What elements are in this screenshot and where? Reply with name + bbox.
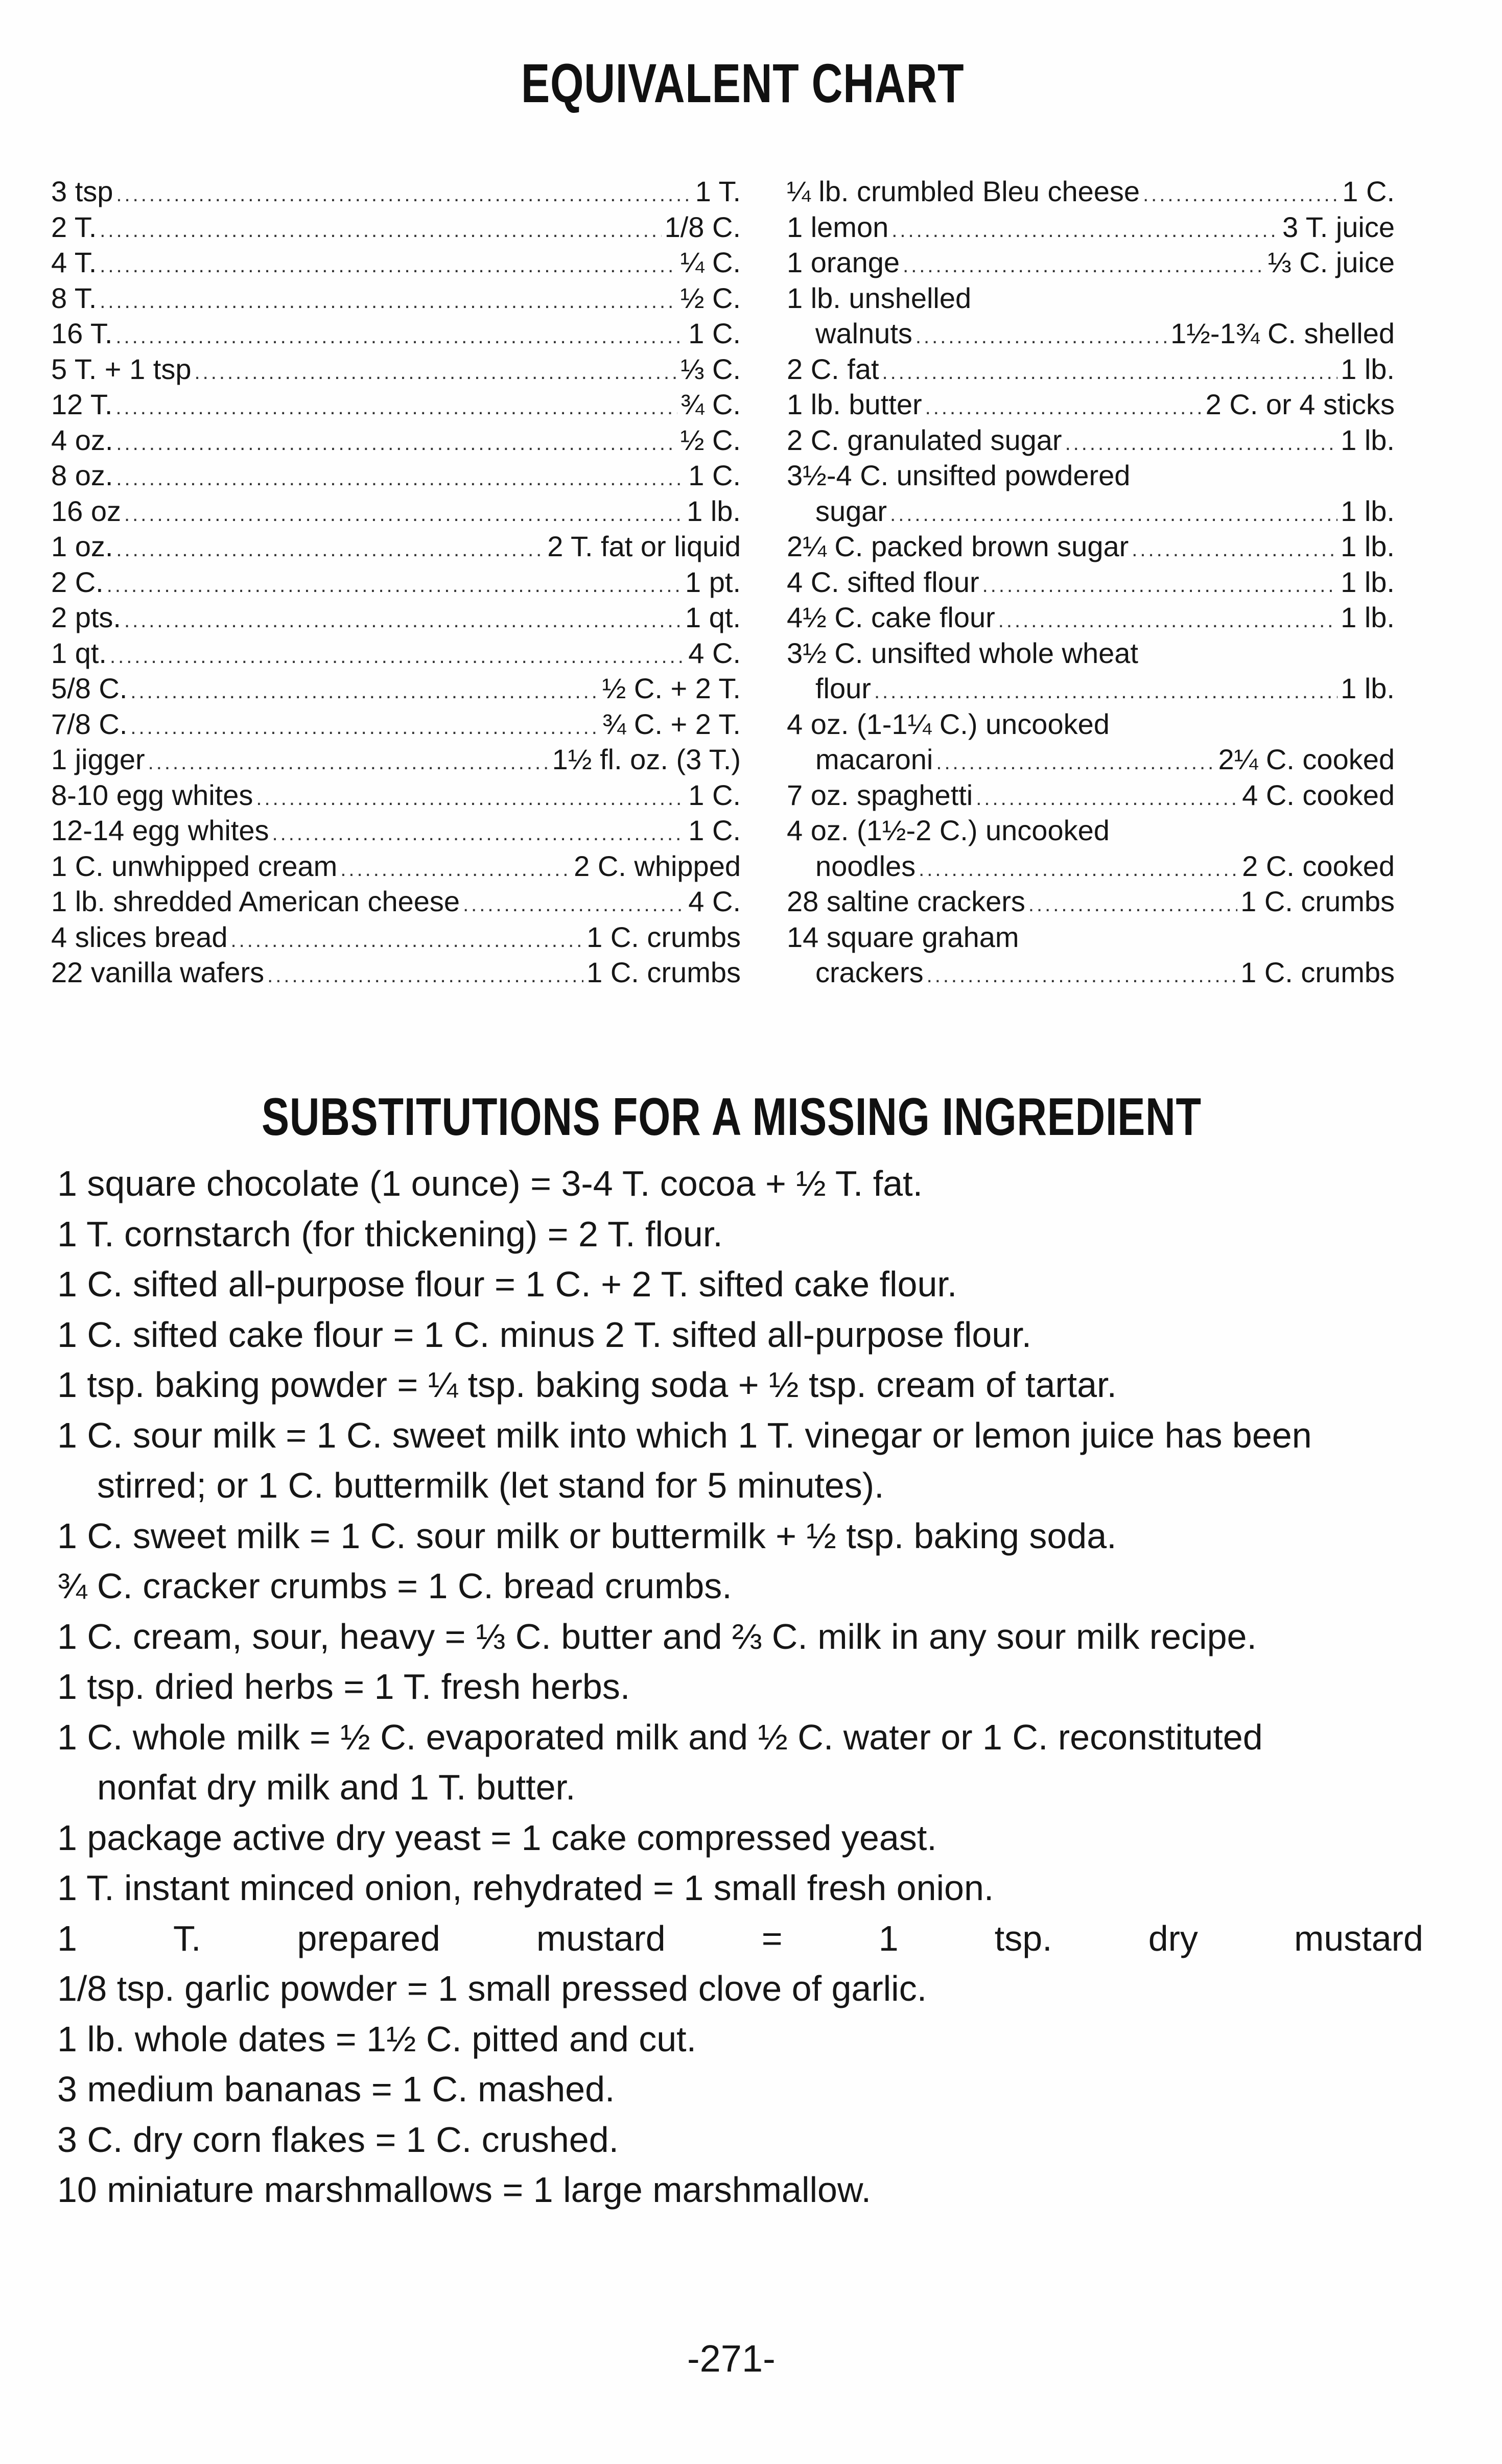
dot-leader [130, 674, 599, 710]
equivalent-label: 1 jigger [51, 743, 145, 775]
equivalent-label: 1 lb. butter [787, 388, 922, 420]
equivalent-label: 3 tsp [51, 175, 113, 207]
equivalent-label: 8-10 egg whites [51, 778, 253, 811]
equivalent-value: 1 lb. [1341, 494, 1395, 527]
substitution-line: stirred; or 1 C. buttermilk (let stand for 5 minutes). [97, 1465, 884, 1505]
equivalent-label: 1 orange [787, 246, 900, 278]
equivalent-value: 2¼ C. cooked [1218, 743, 1395, 775]
equivalent-row [787, 919, 1395, 955]
equivalent-label: 8 oz. [51, 459, 113, 491]
equivalent-row [787, 671, 1395, 706]
equivalent-value: 1 C. [1342, 175, 1395, 207]
equivalent-row [51, 209, 741, 245]
equivalent-row [787, 742, 1395, 777]
equivalent-value: 1½ fl. oz. (3 T.) [552, 743, 741, 775]
equivalent-label: 1 lemon [787, 210, 889, 243]
equivalent-label: 2 C. fat [787, 352, 879, 385]
equivalent-label: noodles [815, 849, 916, 882]
equivalent-chart-title: EQUIVALENT CHART [521, 52, 965, 114]
substitution-line: 3 medium bananas = 1 C. mashed. [57, 2069, 615, 2109]
equivalent-label: 3½-4 C. unsifted powdered [787, 459, 1131, 491]
dot-leader [976, 781, 1239, 817]
equivalent-label: walnuts [815, 317, 912, 349]
equivalent-row [787, 351, 1395, 387]
substitution-line [57, 1913, 1423, 1964]
equivalent-label: 2 pts. [51, 601, 121, 633]
dot-leader [100, 248, 677, 284]
equivalent-row [51, 458, 741, 493]
equivalent-row [51, 422, 741, 458]
dot-leader [115, 319, 685, 355]
equivalent-value: 1 lb. [1341, 672, 1395, 704]
equivalent-value: 2 T. fat or liquid [547, 530, 741, 562]
equivalent-label: 12 T. [51, 388, 113, 420]
equivalent-value: ½ C. + 2 T. [602, 672, 741, 704]
equivalent-value: 1½-1¾ C. shelled [1170, 317, 1395, 349]
equivalent-row [787, 955, 1395, 990]
dot-leader [1028, 887, 1237, 923]
equivalent-label: 7/8 C. [51, 707, 128, 740]
equivalent-row [51, 706, 741, 742]
dot-leader [107, 568, 682, 604]
equivalent-value: 1 C. [688, 459, 741, 491]
dot-leader [919, 852, 1239, 888]
dot-leader [116, 532, 544, 568]
substitution-word: T. [173, 1918, 201, 1958]
dot-leader [124, 603, 682, 639]
equivalent-value: 1 qt. [685, 601, 741, 633]
equivalent-row [51, 280, 741, 316]
equivalent-row [51, 848, 741, 884]
equivalent-label: ¼ lb. crumbled Bleu cheese [787, 175, 1140, 207]
equivalent-value: 4 C. [688, 636, 741, 669]
equivalent-row [51, 174, 741, 209]
substitution-line: 1 tsp. dried herbs = 1 T. fresh herbs. [57, 1667, 630, 1707]
equivalent-value: ¼ C. [680, 246, 741, 278]
equivalent-value: 4 C. cooked [1242, 778, 1395, 811]
equivalent-label: 14 square graham [787, 920, 1019, 953]
dot-leader [194, 355, 677, 391]
equivalent-value: 2 C. cooked [1242, 849, 1395, 882]
substitution-line: nonfat dry milk and 1 T. butter. [97, 1767, 576, 1807]
equivalent-value: 1 C. crumbs [1240, 885, 1395, 917]
equivalent-value: ½ C. [680, 281, 741, 314]
dot-leader [110, 639, 685, 675]
substitution-line: 1 C. sifted cake flour = 1 C. minus 2 T. sifted all-purpose flour. [57, 1314, 1032, 1355]
equivalent-row [51, 919, 741, 955]
equivalent-value: ¾ C. + 2 T. [602, 707, 741, 740]
equivalent-row [787, 600, 1395, 635]
equivalent-label: crackers [815, 956, 924, 988]
substitution-word: 1 [878, 1918, 899, 1958]
dot-leader [256, 781, 685, 817]
equivalent-row [51, 955, 741, 990]
dot-leader [882, 355, 1338, 391]
substitution-line: 10 miniature marshmallows = 1 large marshmallow. [57, 2170, 872, 2210]
dot-leader [116, 426, 677, 462]
dot-leader [936, 745, 1215, 781]
substitution-line: 1 C. cream, sour, heavy = ⅓ C. butter and ⅔ C. milk in any sour milk recipe. [57, 1616, 1257, 1656]
equivalent-label: 1 lb. unshelled [787, 281, 972, 314]
equivalent-label: 22 vanilla wafers [51, 956, 265, 988]
equivalent-row [787, 848, 1395, 884]
equivalent-row [51, 777, 741, 813]
equivalent-row [787, 813, 1395, 848]
dot-leader [463, 887, 685, 923]
equivalent-value: 1 T. [695, 175, 741, 207]
equivalent-label: 7 oz. spaghetti [787, 778, 973, 811]
equivalent-label: 2¼ C. packed brown sugar [787, 530, 1129, 562]
equivalent-row [787, 777, 1395, 813]
equivalent-label: 5 T. + 1 tsp [51, 352, 192, 385]
substitution-line: 1 T. instant minced onion, rehydrated = 1 small fresh onion. [57, 1868, 994, 1908]
substitution-word: mustard [1294, 1918, 1423, 1958]
substitution-word: 1 [57, 1918, 77, 1958]
equivalent-label: 4 C. sifted flour [787, 565, 979, 598]
equivalent-label: 2 C. [51, 565, 104, 598]
equivalent-label: 2 C. granulated sugar [787, 423, 1062, 456]
substitution-line: 1 C. sour milk = 1 C. sweet milk into which 1 T. vinegar or lemon juice has been [57, 1415, 1312, 1455]
dot-leader [998, 603, 1337, 639]
substitution-word: prepared [297, 1918, 440, 1958]
page-number: -271- [687, 2337, 776, 2380]
equivalent-value: 1 lb. [687, 494, 741, 527]
equivalent-label: 2 T. [51, 210, 97, 243]
equivalent-row [787, 245, 1395, 280]
equivalent-value: 1 C. crumbs [586, 920, 741, 953]
equivalents-left-column [51, 174, 741, 990]
substitution-line: 1 C. sweet milk = 1 C. sour milk or buttermilk + ½ tsp. baking soda. [57, 1515, 1117, 1556]
equivalent-row [787, 209, 1395, 245]
equivalent-row [787, 635, 1395, 671]
substitution-line: 1 tsp. baking powder = ¼ tsp. baking soda + ½ tsp. cream of tartar. [57, 1365, 1117, 1405]
equivalent-value: 1 lb. [1341, 423, 1395, 456]
equivalent-label: 1 qt. [51, 636, 107, 669]
equivalent-row [51, 742, 741, 777]
substitution-line: 1 package active dry yeast = 1 cake compressed yeast. [57, 1817, 937, 1858]
equivalent-label: 28 saltine crackers [787, 885, 1025, 917]
substitution-line: 1 lb. whole dates = 1½ C. pitted and cut. [57, 2019, 697, 2059]
equivalent-label: 4 oz. (1-1¼ C.) uncooked [787, 707, 1110, 740]
dot-leader [231, 923, 584, 959]
dot-leader [130, 710, 599, 746]
equivalent-label: 1 C. unwhipped cream [51, 849, 338, 882]
equivalent-row [787, 706, 1395, 742]
equivalent-value: ½ C. [680, 423, 741, 456]
dot-leader [927, 958, 1238, 994]
equivalent-row [787, 280, 1395, 316]
dot-leader [116, 177, 692, 213]
equivalent-value: ¾ C. [680, 388, 741, 420]
equivalent-row [787, 884, 1395, 919]
equivalent-value: 1 lb. [1341, 601, 1395, 633]
equivalent-row [787, 174, 1395, 209]
equivalent-value: 1 C. crumbs [1240, 956, 1395, 988]
substitution-word: dry [1148, 1918, 1198, 1958]
dot-leader [874, 674, 1337, 710]
equivalent-row [51, 245, 741, 280]
substitution-line: 1 T. cornstarch (for thickening) = 2 T. flour. [57, 1214, 723, 1254]
equivalent-label: 16 T. [51, 317, 113, 349]
substitutions-list [57, 1158, 1431, 2215]
substitutions-title: SUBSTITUTIONS FOR A MISSING INGREDIENT [262, 1087, 1202, 1147]
dot-leader [982, 568, 1338, 604]
equivalent-value: 4 C. [688, 885, 741, 917]
equivalent-label: 12-14 egg whites [51, 814, 269, 846]
equivalent-label: 4 slices bread [51, 920, 228, 953]
dot-leader [1065, 426, 1338, 462]
equivalent-row [51, 493, 741, 529]
dot-leader [340, 852, 571, 888]
equivalent-value: 2 C. whipped [574, 849, 741, 882]
equivalent-row [51, 635, 741, 671]
dot-leader [903, 248, 1264, 284]
equivalent-label: 5/8 C. [51, 672, 128, 704]
equivalent-value: 1 C. crumbs [586, 956, 741, 988]
equivalent-label: 4 oz. [51, 423, 113, 456]
equivalent-row [51, 813, 741, 848]
equivalent-row [51, 351, 741, 387]
equivalent-value: 1 C. [688, 317, 741, 349]
equivalent-row [51, 529, 741, 564]
equivalent-value: 1 lb. [1341, 565, 1395, 598]
equivalent-label: 1 lb. shredded American cheese [51, 885, 460, 917]
dot-leader [267, 958, 583, 994]
equivalent-row [51, 884, 741, 919]
equivalent-label: 4 T. [51, 246, 97, 278]
equivalent-label: macaroni [815, 743, 933, 775]
equivalent-row [51, 387, 741, 422]
substitution-line: 1 square chocolate (1 ounce) = 3-4 T. cocoa + ½ T. fat. [57, 1164, 923, 1203]
equivalent-row [787, 422, 1395, 458]
equivalent-label: 4 oz. (1½-2 C.) uncooked [787, 814, 1110, 846]
equivalent-row [51, 600, 741, 635]
substitution-word: tsp. [994, 1918, 1052, 1958]
equivalent-label: 16 oz [51, 494, 121, 527]
substitution-line: 1 C. whole milk = ½ C. evaporated milk and ½ C. water or 1 C. reconstituted [57, 1717, 1263, 1757]
equivalent-value: 1 C. [688, 778, 741, 811]
dot-leader [891, 213, 1279, 249]
dot-leader [272, 816, 686, 852]
equivalent-label: flour [815, 672, 871, 704]
dot-leader [100, 213, 661, 249]
equivalent-row [787, 564, 1395, 600]
dot-leader [115, 390, 677, 426]
equivalent-value: 3 T. juice [1282, 210, 1395, 243]
equivalent-row [51, 564, 741, 600]
equivalent-row [787, 529, 1395, 564]
substitution-word: mustard [536, 1918, 666, 1958]
dot-leader [1132, 532, 1337, 568]
dot-leader [916, 319, 1167, 355]
equivalent-label: 8 T. [51, 281, 97, 314]
equivalent-row [787, 387, 1395, 422]
equivalent-value: 1 lb. [1341, 530, 1395, 562]
equivalent-row [51, 671, 741, 706]
equivalent-label: 4½ C. cake flour [787, 601, 995, 633]
equivalent-value: 1/8 C. [664, 210, 741, 243]
substitution-word: = [761, 1918, 783, 1958]
equivalent-row [787, 493, 1395, 529]
equivalents-right-column [787, 174, 1395, 990]
equivalent-value: 1 C. [688, 814, 741, 846]
equivalent-row [787, 458, 1395, 493]
equivalent-value: ⅓ C. juice [1268, 246, 1395, 278]
equivalent-value: 1 pt. [685, 565, 741, 598]
dot-leader [890, 497, 1337, 533]
equivalent-label: 3½ C. unsifted whole wheat [787, 636, 1138, 669]
substitution-line: 1/8 tsp. garlic powder = 1 small pressed clove of garlic. [57, 1969, 927, 2008]
equivalent-value: 2 C. or 4 sticks [1205, 388, 1395, 420]
dot-leader [124, 497, 684, 533]
substitution-line: 1 C. sifted all-purpose flour = 1 C. + 2 T. sifted cake flour. [57, 1264, 957, 1304]
dot-leader [925, 390, 1203, 426]
dot-leader [148, 745, 549, 781]
equivalent-row [787, 316, 1395, 351]
equivalent-row [51, 316, 741, 351]
equivalent-label: 1 oz. [51, 530, 113, 562]
substitution-line: 3 C. dry corn flakes = 1 C. crushed. [57, 2119, 619, 2160]
dot-leader [116, 461, 685, 497]
dot-leader [1143, 177, 1339, 213]
equivalent-value: 1 lb. [1341, 352, 1395, 385]
substitution-line: ¾ C. cracker crumbs = 1 C. bread crumbs. [57, 1566, 732, 1606]
dot-leader [100, 284, 677, 320]
equivalent-value: ⅓ C. [680, 352, 741, 385]
equivalent-label: sugar [815, 494, 887, 527]
